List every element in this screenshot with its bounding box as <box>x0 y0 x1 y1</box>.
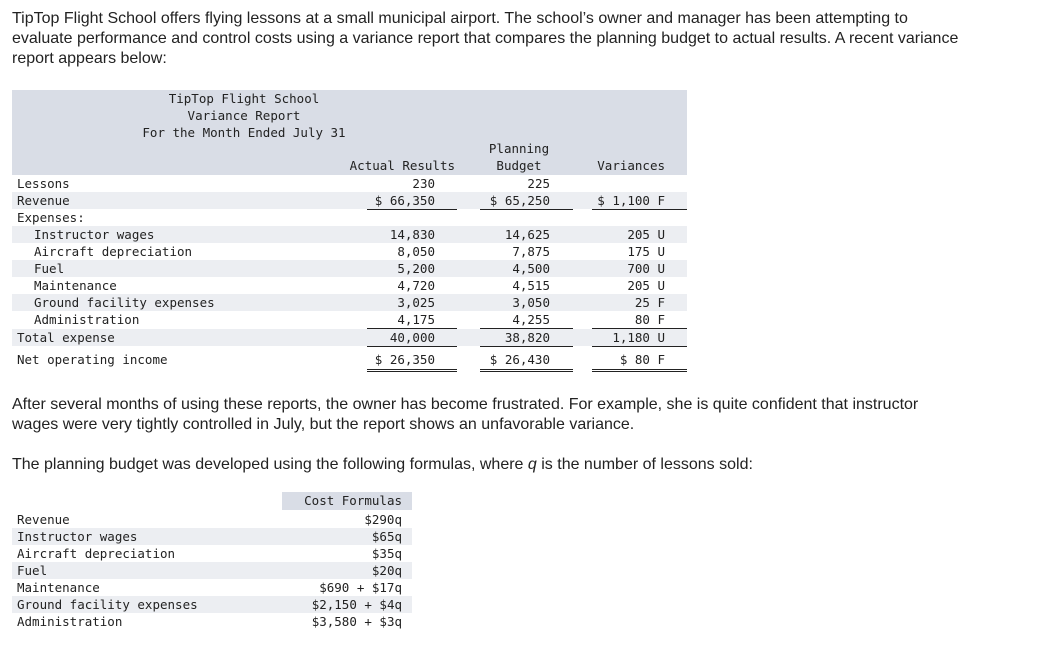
para3-variable: q <box>527 456 537 473</box>
planning-value: 3,050 <box>512 295 550 310</box>
row-label: Administration <box>34 312 140 327</box>
planning-value: 14,625 <box>504 227 550 242</box>
actual-value: $ 66,350 <box>374 193 435 208</box>
double-underline <box>592 369 687 370</box>
actual-value: $ 26,350 <box>374 352 435 367</box>
formula-label: Revenue <box>17 512 70 527</box>
para3-before: The planning budget was developed using the following formulas, where <box>12 456 528 473</box>
row-label: Expenses: <box>17 210 85 225</box>
col-header-planning-2: Budget <box>496 158 542 173</box>
col-header-variances: Variances <box>597 158 665 173</box>
row-label: Instructor wages <box>34 227 155 242</box>
intro-paragraph <box>12 9 958 69</box>
frustration-paragraph <box>12 395 918 435</box>
underline <box>592 346 687 347</box>
report-row-expenses-heading <box>12 209 687 226</box>
formula-value: $690 + $17q <box>319 580 402 595</box>
formula-row-fuel <box>12 562 412 579</box>
actual-value: 5,200 <box>397 261 435 276</box>
report-subtitle: Variance Report <box>187 108 301 123</box>
planning-value: $ 26,430 <box>489 352 550 367</box>
row-label: Net operating income <box>17 352 168 367</box>
planning-value: 4,515 <box>512 278 550 293</box>
variance-value: 175 U <box>627 244 665 259</box>
formula-label: Maintenance <box>17 580 100 595</box>
formula-value: $2,150 + $4q <box>311 597 402 612</box>
formulas-header <box>282 492 412 510</box>
planning-value: 7,875 <box>512 244 550 259</box>
double-underline <box>480 369 573 370</box>
para2-line-1: After several months of using these reports, the owner has become frustrated. For example, she is quite confident that instructor <box>12 396 919 413</box>
variance-value: 205 U <box>627 278 665 293</box>
planning-value: 4,500 <box>512 261 550 276</box>
row-label: Maintenance <box>34 278 117 293</box>
double-underline <box>367 371 457 372</box>
para2-line-2: wages were very tightly controlled in July, but the report shows an unfavorable variance. <box>12 416 635 433</box>
formula-label: Aircraft depreciation <box>17 546 176 561</box>
planning-value: 4,255 <box>512 312 550 327</box>
actual-value: 4,175 <box>397 312 435 327</box>
actual-value: 8,050 <box>397 244 435 259</box>
report-row-total-expense <box>12 329 687 346</box>
variance-value: 1,180 U <box>612 330 665 345</box>
report-row-fuel <box>12 260 687 277</box>
formula-row-ground-facility <box>12 596 412 613</box>
underline <box>480 346 573 347</box>
row-label: Revenue <box>17 193 70 208</box>
report-row-revenue <box>12 192 687 209</box>
report-row-administration <box>12 311 687 328</box>
variance-value: 205 U <box>627 227 665 242</box>
report-row-aircraft-depreciation <box>12 243 687 260</box>
report-row-lessons <box>12 175 687 192</box>
row-label: Total expense <box>17 330 115 345</box>
actual-value: 3,025 <box>397 295 435 310</box>
underline <box>367 346 457 347</box>
actual-value: 4,720 <box>397 278 435 293</box>
variance-value: $ 1,100 F <box>597 193 665 208</box>
row-label: Aircraft depreciation <box>34 244 193 259</box>
formula-label: Ground facility expenses <box>17 597 198 612</box>
formula-value: $20q <box>371 563 402 578</box>
variance-value: 700 U <box>627 261 665 276</box>
report-row-maintenance <box>12 277 687 294</box>
col-header-planning-1: Planning <box>488 141 550 156</box>
col-header-actual: Actual Results <box>349 158 455 173</box>
formula-value: $290q <box>364 512 402 527</box>
intro-line-2: evaluate performance and control costs using a variance report that compares the planning budget to actual results. A recent variance <box>12 30 959 47</box>
report-period: For the Month Ended July 31 <box>142 125 346 140</box>
variance-value: $ 80 F <box>619 352 665 367</box>
para3-after: is the number of lessons sold: <box>536 456 753 473</box>
row-label: Fuel <box>34 261 65 276</box>
double-underline <box>480 371 573 372</box>
formula-row-maintenance <box>12 579 412 596</box>
row-label: Ground facility expenses <box>34 295 215 310</box>
formula-value: $35q <box>371 546 402 561</box>
formula-row-administration <box>12 613 412 630</box>
double-underline <box>367 369 457 370</box>
row-label: Lessons <box>17 176 70 191</box>
formula-value: $3,580 + $3q <box>311 614 402 629</box>
formula-row-instructor-wages <box>12 528 412 545</box>
variance-value: 80 F <box>634 312 665 327</box>
report-row-instructor-wages <box>12 226 687 243</box>
report-row-ground-facility <box>12 294 687 311</box>
double-underline <box>592 371 687 372</box>
intro-line-3: report appears below: <box>12 50 167 67</box>
formula-label: Administration <box>17 614 123 629</box>
planning-value: $ 65,250 <box>489 193 550 208</box>
formula-row-aircraft-depreciation <box>12 545 412 562</box>
planning-value: 225 <box>527 176 550 191</box>
report-title: TipTop Flight School <box>168 91 320 106</box>
formulas-header-label: Cost Formulas <box>304 493 402 508</box>
formulas-intro-paragraph <box>12 455 753 475</box>
formula-label: Instructor wages <box>17 529 138 544</box>
actual-value: 40,000 <box>389 330 435 345</box>
actual-value: 230 <box>412 176 435 191</box>
intro-line-1: TipTop Flight School offers flying lessons at a small municipal airport. The school’s owner and manager has been attempting to <box>12 10 908 27</box>
formula-value: $65q <box>371 529 402 544</box>
report-row-net-operating-income <box>12 351 687 368</box>
formula-row-revenue <box>12 511 412 528</box>
planning-value: 38,820 <box>504 330 550 345</box>
report-header <box>12 90 687 175</box>
actual-value: 14,830 <box>389 227 435 242</box>
variance-value: 25 F <box>634 295 665 310</box>
formula-label: Fuel <box>17 563 48 578</box>
